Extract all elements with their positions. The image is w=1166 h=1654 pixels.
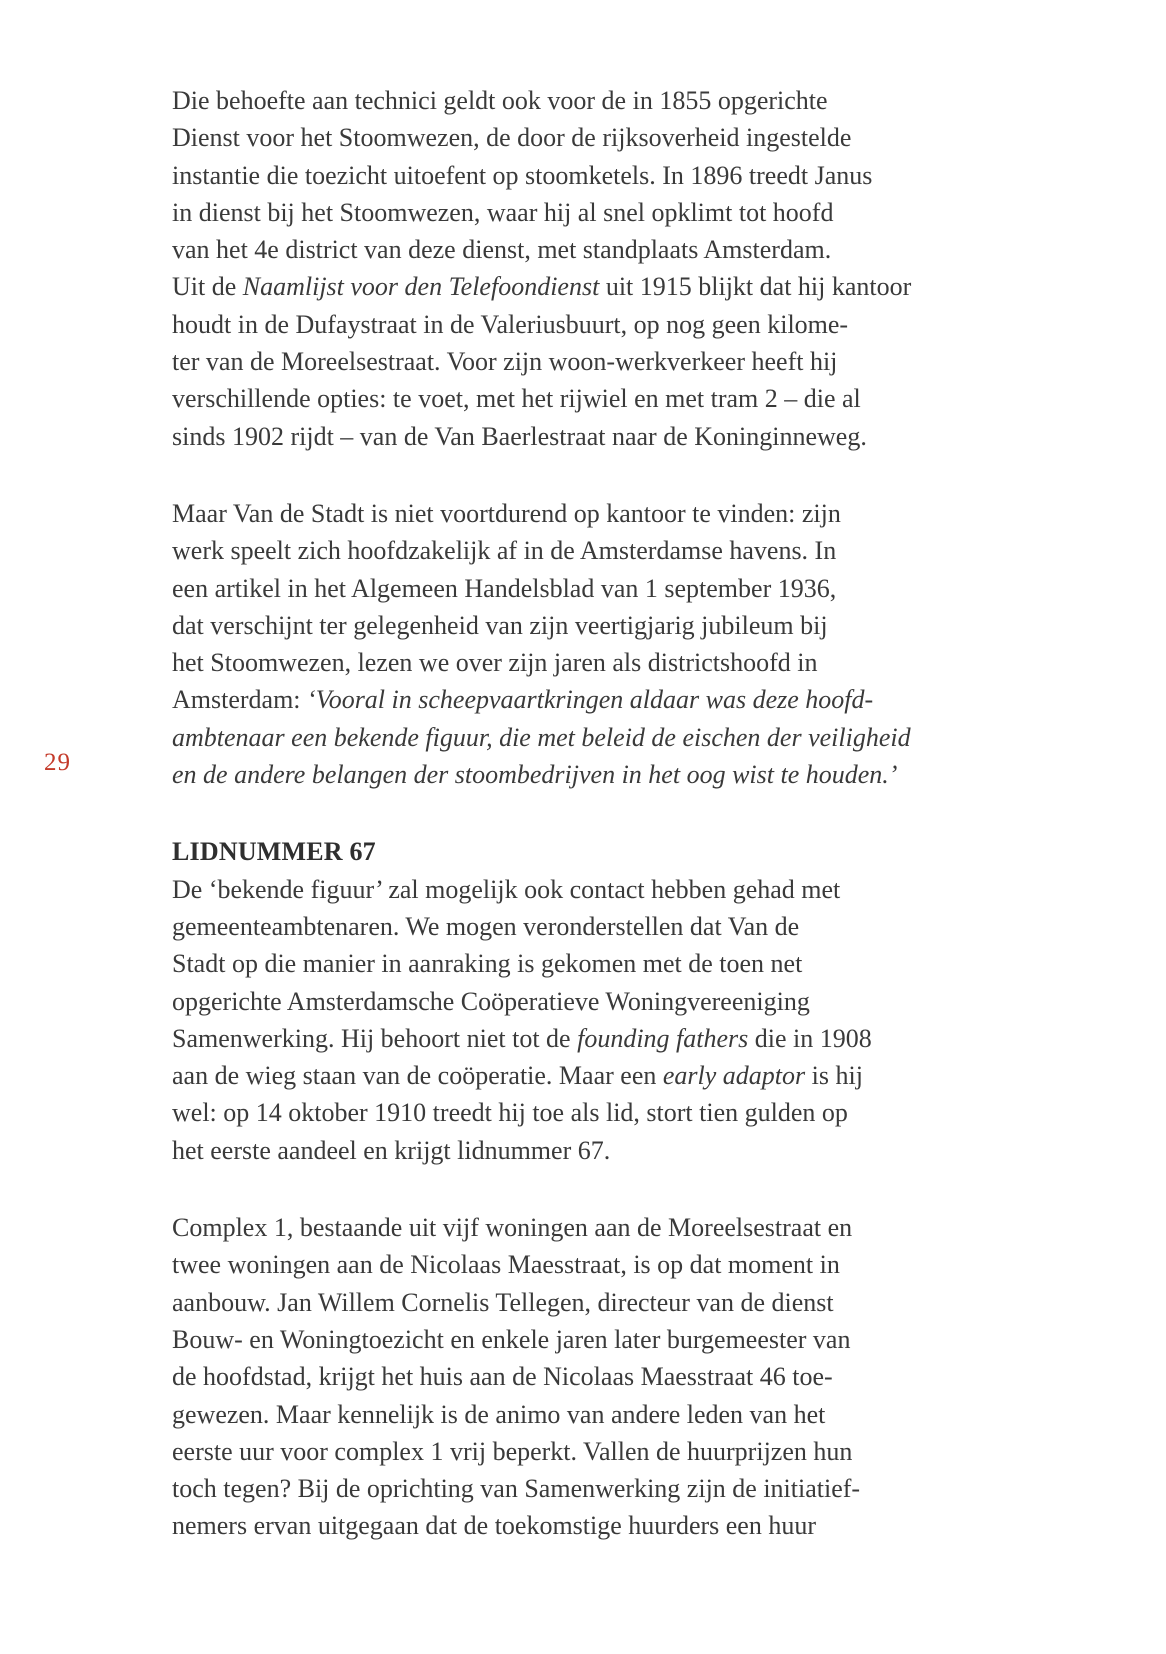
text-line: gewezen. Maar kennelijk is de animo van andere leden van het [172,1399,826,1429]
paragraph [172,82,1032,455]
text-line: en de andere belangen der stoombedrijven in het oog wist te houden.’ [172,760,898,790]
text-line: instantie die toezicht uitoefent op stoomketels. In 1896 treedt Janus [172,160,873,190]
text-line: dat verschijnt ter gelegenheid van zijn veertigjarig jubileum bij [172,610,828,640]
text-line: gemeenteambtenaren. We mogen veronderstellen dat Van de [172,911,800,941]
text-line: Samenwerking. Hij behoort niet tot de founding fathers die in 1908 [172,1023,872,1053]
text-line: Maar Van de Stadt is niet voortdurend op kantoor te vinden: zijn [172,498,841,528]
text-line: Complex 1, bestaande uit vijf woningen aan de Moreelsestraat en [172,1213,853,1243]
section-heading: LIDNUMMER 67 [172,837,376,867]
text-line: toch tegen? Bij de oprichting van Samenwerking zijn de initiatief- [172,1474,861,1504]
text-line: in dienst bij het Stoomwezen, waar hij al snel opklimt tot hoofd [172,197,834,227]
text-block [172,82,1032,1545]
text-line: Amsterdam: ‘Vooral in scheepvaartkringen aldaar was deze hoofd- [172,685,874,715]
paragraph [172,1209,1032,1545]
text-line: ter van de Moreelsestraat. Voor zijn woon-werkverkeer heeft hij [172,347,838,377]
page-number: 29 [44,749,71,776]
text-line: aan de wieg staan van de coöperatie. Maar een early adaptor is hij [172,1061,863,1091]
text-line: Dienst voor het Stoomwezen, de door de rijksoverheid ingestelde [172,123,852,153]
paragraph [172,495,1032,793]
text-line: de hoofdstad, krijgt het huis aan de Nicolaas Maesstraat 46 toe- [172,1362,833,1392]
text-line: Uit de Naamlijst voor den Telefoondienst uit 1915 blijkt dat hij kantoor [172,272,912,302]
text-line: van het 4e district van deze dienst, met standplaats Amsterdam. [172,235,832,265]
text-line: een artikel in het Algemeen Handelsblad van 1 september 1936, [172,573,837,603]
text-line: eerste uur voor complex 1 vrij beperkt. Vallen de huurprijzen hun [172,1436,853,1466]
text-line: aanbouw. Jan Willem Cornelis Tellegen, directeur van de dienst [172,1287,834,1317]
text-line: Die behoefte aan technici geldt ook voor de in 1855 opgerichte [172,86,828,115]
text-line: het Stoomwezen, lezen we over zijn jaren als districtshoofd in [172,648,818,678]
text-line: houdt in de Dufaystraat in de Valeriusbuurt, op nog geen kilome- [172,309,849,339]
text-line: Stadt op die manier in aanraking is gekomen met de toen net [172,949,803,979]
text-line: nemers ervan uitgegaan dat de toekomstige huurders een huur [172,1511,816,1541]
text-line: Bouw- en Woningtoezicht en enkele jaren later burgemeester van [172,1324,851,1354]
text-line: De ‘bekende figuur’ zal mogelijk ook contact hebben gehad met [172,874,841,904]
text-line: sinds 1902 rijdt – van de Van Baerlestraat naar de Koninginneweg. [172,421,867,451]
text-line: opgerichte Amsterdamsche Coöperatieve Woningvereeniging [172,986,810,1016]
paragraph [172,871,1032,1169]
text-line: het eerste aandeel en krijgt lidnummer 67. [172,1135,611,1165]
text-line: twee woningen aan de Nicolaas Maesstraat, is op dat moment in [172,1250,840,1280]
text-line: ambtenaar een bekende figuur, die met beleid de eischen der veiligheid [172,722,911,752]
text-line: verschillende opties: te voet, met het rijwiel en met tram 2 – die al [172,384,861,414]
text-line: wel: op 14 oktober 1910 treedt hij toe als lid, stort tien gulden op [172,1098,848,1128]
text-line: werk speelt zich hoofdzakelijk af in de Amsterdamse havens. In [172,536,837,566]
